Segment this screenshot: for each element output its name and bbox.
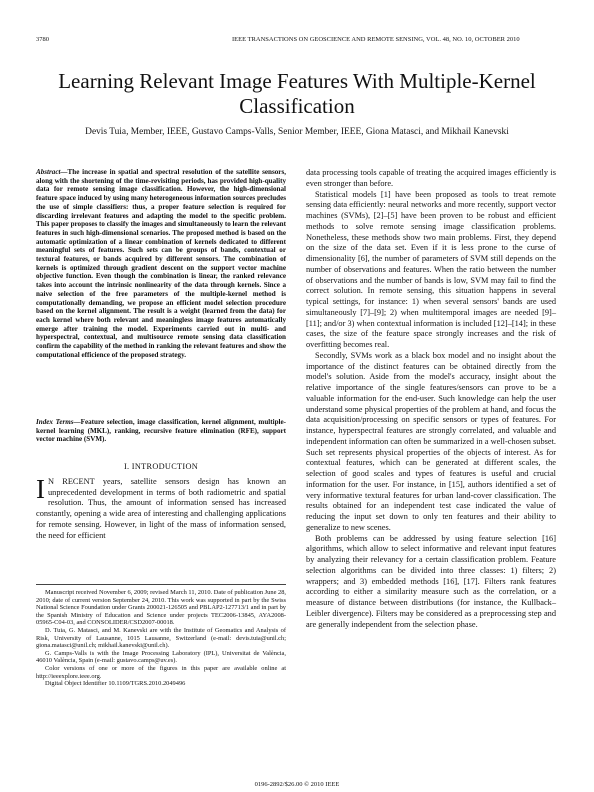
paper-title: Learning Relevant Image Features With Multiple-Kernel Classification [58,69,536,118]
footnote-color: Color versions of one or more of the figures in this paper are available online at http://ieeexplore.ieee.org. [36,664,286,680]
intro-lead: N RECENT [48,477,95,486]
right-column-body [306,168,556,630]
index-terms-label: Index Terms— [36,418,81,426]
abstract [36,168,286,359]
index-terms-text: Feature selection, image classification, kernel alignment, multiple-kernel learning (MKL), ranking, recursive feature elimination (RFE), support vector machine (SVM). [36,418,286,444]
running-header: IEEE TRANSACTIONS ON GEOSCIENCE AND REMOTE SENSING, VOL. 48, NO. 10, OCTOBER 2010 [232,36,520,43]
index-terms [36,418,286,444]
footnote-doi: Digital Object Identifier 10.1109/TGRS.2010.2049496 [45,680,186,688]
body-paragraph: Secondly, SVMs work as a black box model and no insight about the importance of the distinct features can be obtained directly from the model's solution. Aside from the model's accuracy, insight about the relative importance of the single features/sensors can prove to be a valuable information for the end-user. Such knowledge can help the user understand some physical properties of the problem at hand, and focus the data acquisition/processing on specific sensors or types of features. For instance, hyperspectral features are strongly correlated, and valuable and independent information can often be summarized in a well-chosen subset. Such set represents physical properties of the objects of interest. As for contextual features, which can be generated at different scales, the selection of good scales and types of features is useful and crucial information for the user. For instance, in [15], authors identified a set of very informative textural features for urban land-cover classification. The results obtained for an independent test case indicated the value of reducing the input set down to only ten features and their ability to generalize to new scenes. [306,350,556,532]
intro-paragraph [36,474,286,541]
body-paragraph: Statistical models [1] have been proposed as tools to treat remote sensing data efficiently: neural networks and more recently, support vector machines (SVMs), [2]–[5] have been proven to be robust and efficient methods to solve remote sensing image classification problems. Nonetheless, these methods show two main problems. First, they depend on the size of the data set. Even if it is less prone to the curse of dimensionality [6], the number of parameters of SVM still depends on the number of observations and features. When the ratio between the number of observations and the number of bands is low, SVM may fail to find the correct solution. In remote sensing, this situation happens in several typical settings, for instance: 1) when several sensors' bands are used simultaneously [7]–[9]; 2) when multitemporal images are needed [9]–[11]; and/or 3) when contextual information is included [12]–[14]; in these cases, the size of the feature space strongly increases and the risk of overfitting becomes real. [306,189,556,349]
body-paragraph: Both problems can be addressed by using feature selection [16] algorithms, which allow to select informative and relevant input features by analyzing their relevancy for a certain classification problem. Feature selection algorithms can be divided into three classes: 1) filters; 2) wrappers; and 3) embedded methods [16], [17]. Filters rank features according to either a similarity measure such as the correlation, or a measure of distance between distributions (for instance, the Kullback–Leibler divergence). Filters may be considered as a preprocessing step and are generally independent from the selection phase. [306,533,556,629]
copyright-footer: 0196-2892/$26.00 © 2010 IEEE [254,781,340,788]
abstract-label: Abstract— [36,168,68,176]
footnote-manuscript: Manuscript received November 6, 2009; revised March 11, 2010. Date of publication June 28, 2010; date of current version September 24, 2010. This work was supported in part by the Swiss National Science Foundation under Grants 200021-126505 and PBLAP2-127713/1 and in part by the Spanish Ministry of Education and Science under projects TEC2006-13845, AYA2008-05965-C04-03, and CONSOLIDER/CSD2007-00018. [36,589,286,627]
drop-cap: I [36,474,45,504]
body-paragraph: data processing tools capable of treating the acquired images efficiently is even stronger than before. [306,168,556,188]
footnote-affiliation-2: G. Camps-Valls is with the Image Processing Laboratory (IPL), Universitat de València, 46010 València, Spain (e-mail: gustavo.camps@uv.es). [36,649,286,665]
page-number: 3780 [36,36,49,43]
footnotes [36,589,286,688]
section-heading: I. INTRODUCTION [123,462,199,471]
abstract-text: The increase in spatial and spectral resolution of the satellite sensors, along with the shortening of the time-revisiting periods, has provided high-quality data for remote sensing image classification. However, the high-dimensional feature space induced by using many heterogeneous information sources precludes the use of simple classifiers: thus, a proper feature selection is required for discarding irrelevant features and adapting the model to the specific problem. This paper proposes to classify the images and simultaneously to learn the relevant features in such high-dimensional scenarios. The proposed method is based on the automatic optimization of a linear combination of kernels dedicated to different meaningful sets of features. Such sets can be groups of bands, contextual or textural features, or bands acquired by different sensors. The combination of kernels is optimized through gradient descent on the support vector machine objective function. Even though the combination is linear, the ranked relevance takes into account the intrinsic nonlinearity of the data through kernels. Since a naive selection of the free parameters of the multiple-kernel method is computationally demanding, we propose an efficient model selection procedure based on the kernel alignment. The result is a weight (learned from the data) for each kernel where both relevant and meaningless image features automatically emerge after training the model. Experiments carried out in multi- and hyperspectral, contextual, and multisource remote sensing data classification confirm the capability of the method in ranking the relevant features and show the computational efficience of the proposed strategy. [36,168,286,359]
intro-text: years, satellite sensors design has known an unprecedented development in terms of both radiometric and spatial resolution. Thus, the amount of information sensed has increased constantly, opening a wide area of interesting and challenging applications for remote sensing. However, in light of the mass of information sensed, the need for efficient [36,477,286,540]
author-list: Devis Tuia, Member, IEEE, Gustavo Camps-Valls, Senior Member, IEEE, Giona Matasci, and Mikhail Kanevski [85,127,509,137]
footnote-divider [36,584,286,585]
footnote-affiliation-1: D. Tuia, G. Matasci, and M. Kanevski are with the Institute of Geomatics and Analysis of Risk, University of Lausanne, 1015 Lausanne, Switzerland (e-mail: devis.tuia@unil.ch; giona.matasci@unil.ch; mikhail.kanevski@unil.ch). [36,626,286,650]
